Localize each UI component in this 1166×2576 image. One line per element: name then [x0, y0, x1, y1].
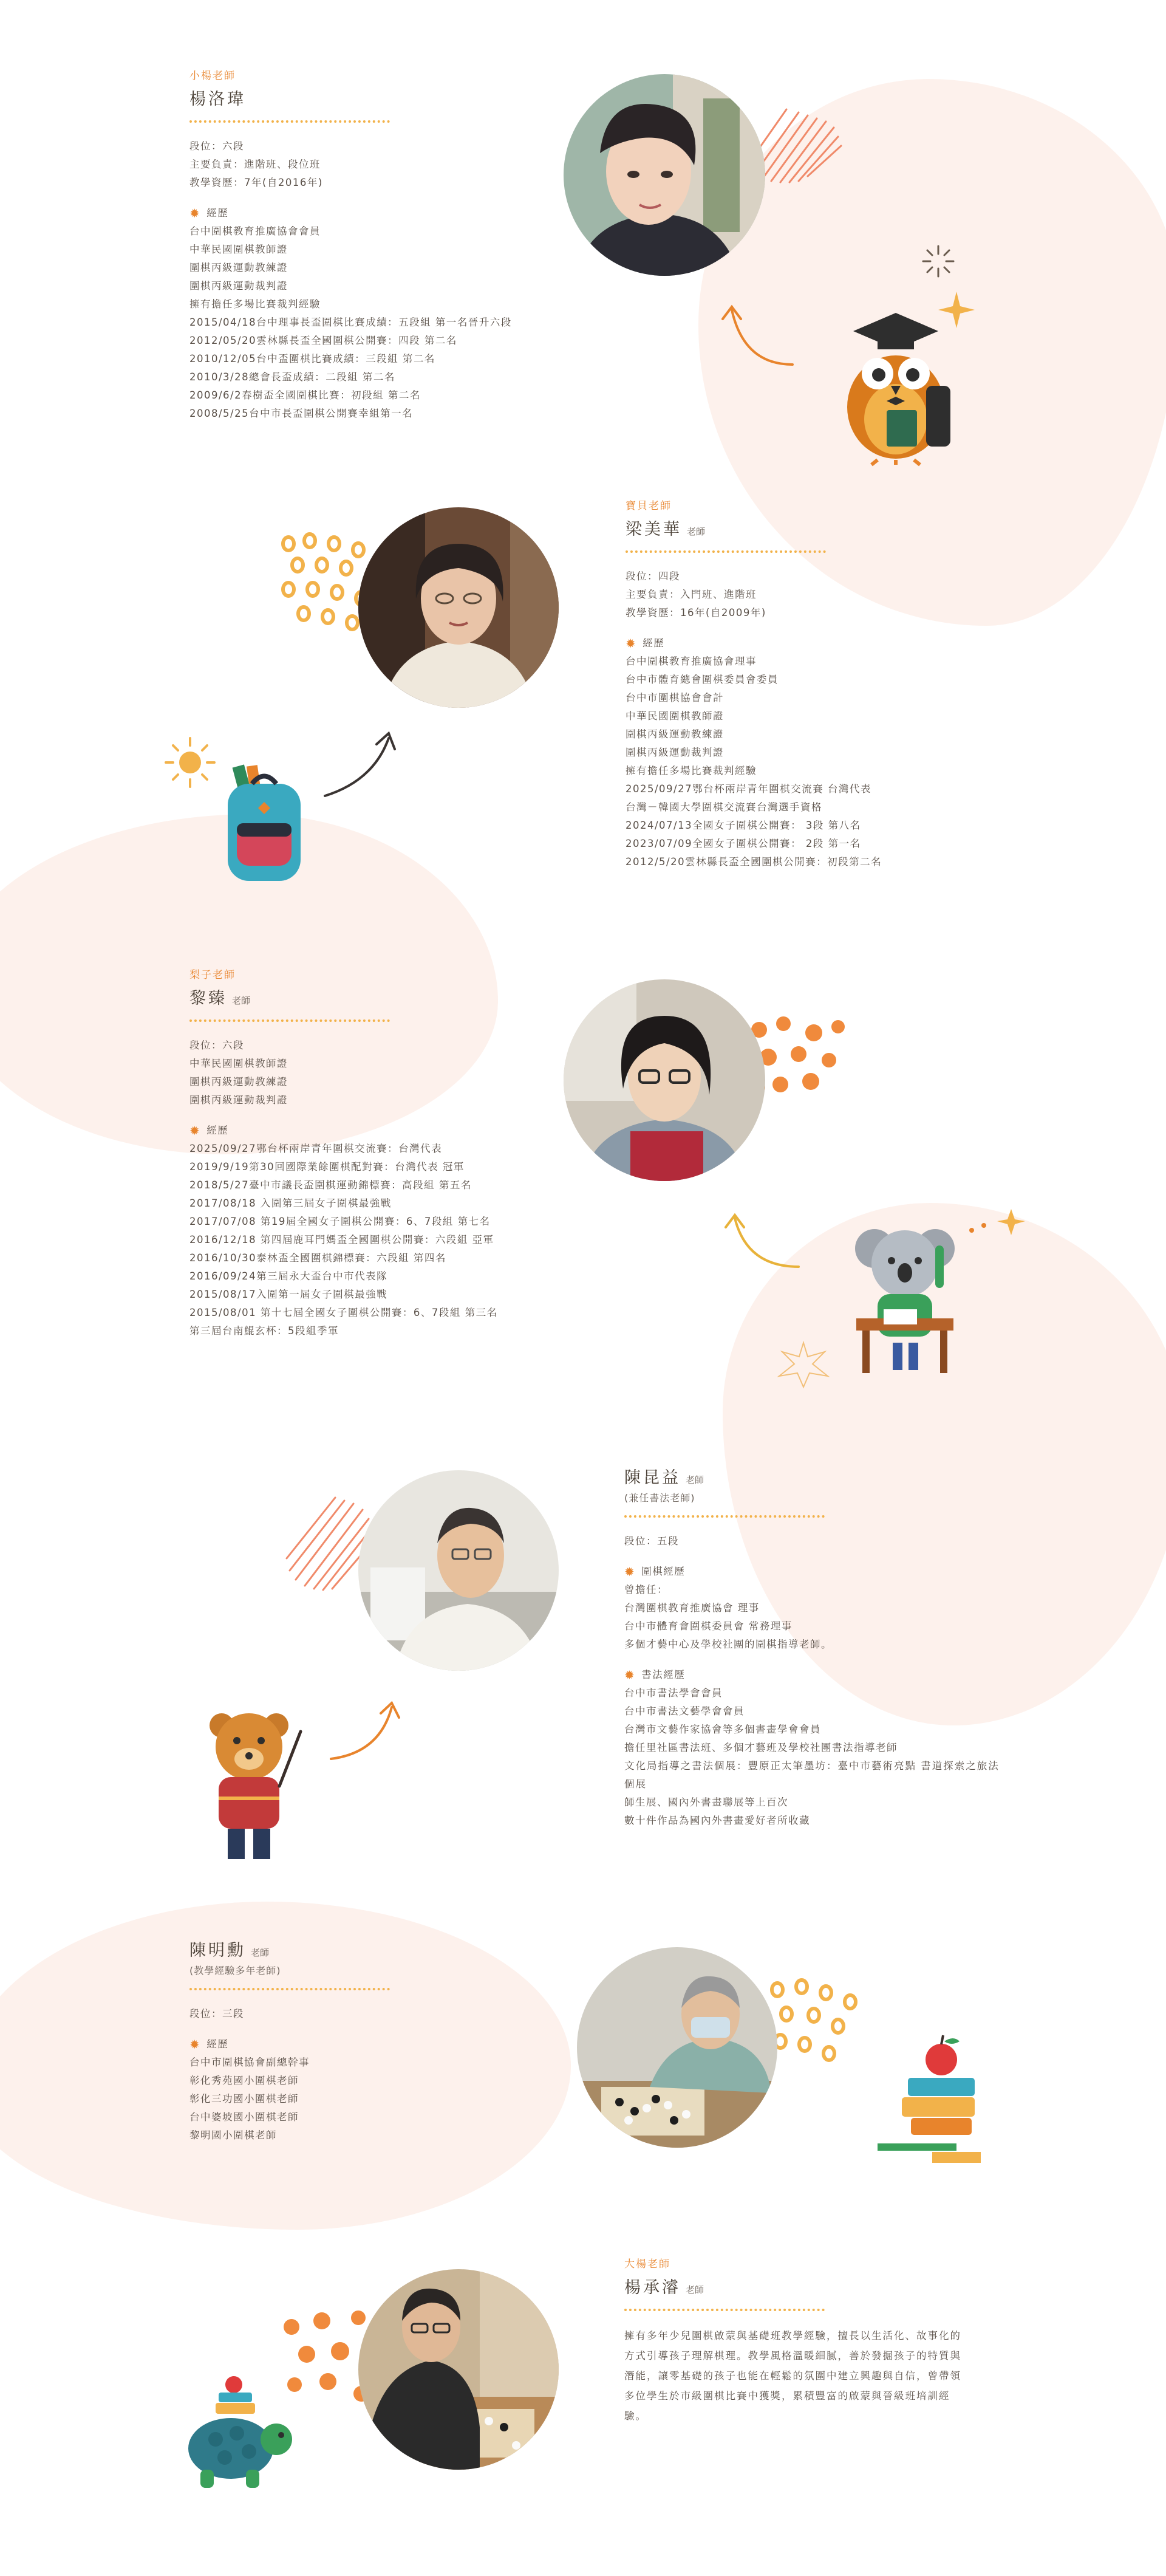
teacher-photo-liang-meihua: [358, 507, 559, 708]
teacher-intro-paragraph: 擁有多年少兒圍棋啟蒙與基礎班教學經驗，擅長以生活化、故事化的方式引導孩子理解棋理。教學風格溫暖細膩，善於發掘孩子的特質與潛能，讓零基礎的孩子也能在輕鬆的氛圍中建立興趣與自信，曾帶領多位學生於市級圍棋比賽中獲獎，累積豐富的啟蒙與晉級班培訓經驗。: [624, 2330, 961, 2422]
calligraphy-item: 台中市書法學會會員: [624, 1687, 723, 1699]
experience-item: 擁有擔任多場比賽裁判經驗: [189, 298, 321, 310]
calligraphy-heading: 書法經歷: [641, 1669, 686, 1680]
turtle-icon: [173, 2369, 295, 2491]
arrow-icon: [720, 298, 799, 371]
info-line: 段位：六段: [189, 1040, 244, 1051]
info-line: 段位：五段: [624, 1535, 679, 1547]
experience-item: 2025/09/27鄂台杯兩岸青年圍棋交流賽：台灣代表: [189, 1143, 443, 1154]
experience-item: 台中婆坡國小圍棋老師: [189, 2111, 299, 2123]
teacher-suffix: 老師: [686, 1475, 704, 1485]
experience-item: 圍棋丙級運動裁判證: [189, 280, 288, 292]
teacher-section-li-zhen: [189, 966, 498, 1340]
teacher-name: 陳昆益: [624, 1468, 681, 1487]
teacher-name: 楊承濬: [624, 2278, 681, 2297]
sparkle-icon: [917, 243, 960, 279]
backpack-icon: [219, 766, 310, 887]
experience-item: 圍棋丙級運動教練證: [189, 262, 288, 273]
experience-item: 2008/5/25台中市長盃圍棋公開賽幸組第一名: [189, 408, 414, 419]
asterisk-icon: ✹: [189, 1123, 201, 1138]
info-line: 圍棋丙級運動教練證: [189, 1076, 288, 1088]
teacher-name: 楊洛瑋: [189, 90, 246, 109]
experience-item: 2010/12/05台中盃圍棋比賽成績：三段組 第二名: [189, 353, 435, 365]
sparkle-icon: [966, 1206, 1032, 1242]
teacher-section-chen-minghsun: [189, 1937, 390, 2145]
dotted-divider: [624, 1515, 825, 1518]
teacher-section-yang-chengjun: [624, 2255, 964, 2426]
experience-item: 台中圍棋教育推廣協會會員: [189, 225, 321, 237]
experience-item: 2015/08/01 第十七屆全國女子圍棋公開賽：6、7段組 第三名: [189, 1307, 498, 1318]
teacher-section-liang-meihua: [626, 497, 882, 871]
teacher-nickname: 寶貝老師: [626, 500, 672, 512]
experience-item: 2012/5/20雲林縣長盃全國圍棋公開賽：初段第二名: [626, 856, 882, 868]
teacher-suffix: 老師: [251, 1947, 270, 1958]
experience-heading: 經歷: [206, 1125, 229, 1136]
experience-item: 多個才藝中心及學校社團的圍棋指導老師。: [624, 1639, 832, 1650]
experience-item: 台中市圍棋協會會計: [626, 692, 724, 704]
leaf-ring-cluster-icon: [765, 1978, 862, 2069]
experience-item: 2012/05/20雲林縣長盃全國圍棋公開賽：四段 第二名: [189, 335, 457, 346]
teacher-photo-yang-chengjun: [358, 2269, 559, 2470]
teacher-name: 黎臻: [189, 989, 227, 1008]
arrow-icon: [723, 1206, 802, 1273]
experience-item: 2019/9/19第30回國際業餘圍棋配對賽：台灣代表 冠軍: [189, 1161, 465, 1173]
info-line: 主要負責：入門班、進階班: [626, 589, 757, 600]
experience-item: 2017/07/08 第19屆全國女子圍棋公開賽：6、7段組 第七名: [189, 1216, 491, 1227]
calligraphy-item: 文化局指導之書法個展：豐原正太筆墨坊：臺中市藝術亮點 書道探索之旅法個展: [624, 1760, 1000, 1790]
teacher-photo-chen-minghsun: [577, 1947, 777, 2148]
experience-heading: 經歷: [206, 207, 229, 219]
teacher-photo-yang-luowei: [564, 74, 765, 276]
info-line: 圍棋丙級運動裁判證: [189, 1094, 288, 1106]
asterisk-icon: ✹: [189, 206, 201, 221]
arrow-icon: [319, 726, 398, 799]
experience-heading: 經歷: [643, 637, 665, 649]
experience-item: 彰化三功國小圍棋老師: [189, 2093, 299, 2105]
experience-item: 中華民國圍棋教師證: [626, 710, 724, 722]
info-line: 段位：三段: [189, 2008, 244, 2019]
experience-item: 2016/12/18 第四屆鹿耳門媽盃全國圍棋公開賽：六段組 亞軍: [189, 1234, 494, 1245]
teacher-section-chen-kunyi: [624, 1464, 1001, 1830]
dotted-divider: [189, 1019, 390, 1022]
experience-item: 彰化秀苑國小圍棋老師: [189, 2075, 299, 2086]
experience-item: 黎明國小圍棋老師: [189, 2129, 277, 2141]
teacher-nickname: 小楊老師: [189, 70, 236, 82]
teacher-name: 梁美華: [626, 520, 682, 539]
teacher-suffix: 老師: [232, 995, 251, 1006]
calligraphy-item: 台灣市文藝作家協會等多個書畫學會會員: [624, 1724, 821, 1735]
owl-graduate-icon: [835, 301, 956, 465]
calligraphy-item: 台中市書法文藝學會會員: [624, 1705, 745, 1717]
calligraphy-item: 師生展、國內外書畫聯展等上百次: [624, 1797, 788, 1808]
experience-item: 2023/07/09全國女子圍棋公開賽： 2段 第一名: [626, 838, 861, 849]
teacher-name: 陳明勳: [189, 1941, 246, 1960]
dotted-divider: [189, 120, 390, 123]
teacher-subtitle: (兼任書法老師): [624, 1492, 695, 1504]
experience-item: 台中市圍棋協會副總幹事: [189, 2057, 310, 2068]
calligraphy-item: 數十件作品為國內外書畫愛好者所收藏: [624, 1815, 810, 1826]
teacher-subtitle: (教學經驗多年老師): [189, 1965, 281, 1976]
teacher-section-yang-luowei: [189, 67, 512, 423]
experience-item: 2010/3/28總會長盃成績：二段組 第二名: [189, 371, 395, 383]
experience-item: 2024/07/13全國女子圍棋公開賽： 3段 第八名: [626, 820, 861, 831]
info-line: 主要負責：進階班、段位班: [189, 159, 321, 170]
experience-item: 台中市體育會圍棋委員會 常務理事: [624, 1620, 793, 1632]
info-line: 教學資歷：16年(自2009年): [626, 607, 766, 618]
experience-item: 曾擔任：: [624, 1584, 668, 1595]
info-line: 教學資歷：7年(自2016年): [189, 177, 323, 188]
experience-item: 2025/09/27鄂台杯兩岸青年圍棋交流賽 台灣代表: [626, 783, 871, 795]
experience-item: 台中圍棋教育推廣協會理事: [626, 656, 757, 667]
koala-student-icon: [850, 1221, 960, 1379]
sun-icon: [163, 735, 217, 790]
asterisk-icon: ✹: [624, 1668, 636, 1682]
teacher-suffix: 老師: [686, 2284, 704, 2295]
experience-item: 圍棋丙級運動教練證: [626, 728, 724, 740]
calligraphy-item: 擔任里社區書法班、多個才藝班及學校社團書法指導老師: [624, 1742, 898, 1753]
asterisk-icon: ✹: [189, 2037, 201, 2052]
teacher-photo-chen-kunyi: [358, 1470, 559, 1671]
experience-item: 2018/5/27臺中市議長盃圍棋運動錦標賽：高段組 第五名: [189, 1179, 472, 1191]
teacher-nickname: 梨子老師: [189, 969, 236, 981]
asterisk-icon: ✹: [624, 1564, 636, 1579]
dotted-divider: [624, 2309, 825, 2311]
experience-item: 台中市體育總會圍棋委員會委員: [626, 674, 779, 685]
asterisk-icon: ✹: [626, 636, 637, 651]
experience-heading: 經歷: [206, 2038, 229, 2050]
bear-teacher-icon: [200, 1707, 304, 1865]
experience-item: 2016/09/24第三屆永大盃台中市代表隊: [189, 1270, 388, 1282]
experience-item: 第三屆台南鯤玄杯：5段組季軍: [189, 1325, 339, 1337]
teacher-nickname: 大楊老師: [624, 2258, 670, 2270]
teacher-suffix: 老師: [687, 526, 706, 537]
books-apple-icon: [878, 2041, 987, 2169]
info-line: 段位：四段: [626, 570, 680, 582]
experience-item: 2016/10/30泰林盃全國圍棋錦標賽：六段組 第四名: [189, 1252, 446, 1264]
experience-item: 2015/08/17入圍第一屆女子圍棋最強戰: [189, 1289, 388, 1300]
arrow-icon: [325, 1698, 404, 1765]
experience-item: 中華民國圍棋教師證: [189, 244, 288, 255]
info-line: 中華民國圍棋教師證: [189, 1058, 288, 1069]
dotted-divider: [626, 550, 826, 553]
dotted-divider: [189, 1988, 390, 1990]
experience-item: 2017/08/18 入圍第三屆女子圍棋最強戰: [189, 1197, 392, 1209]
experience-item: 圍棋丙級運動裁判證: [626, 747, 724, 758]
experience-item: 2015/04/18台中理事長盃圍棋比賽成績：五段組 第一名晉升六段: [189, 317, 512, 328]
go-experience-heading: 圍棋經歷: [641, 1566, 686, 1577]
experience-item: 2009/6/2春樹盃全國圍棋比賽：初段組 第二名: [189, 389, 421, 401]
experience-item: 台灣－韓國大學圍棋交流賽台灣選手資格: [626, 801, 822, 813]
info-line: 段位：六段: [189, 140, 244, 152]
burst-outline-icon: [776, 1340, 831, 1388]
teacher-photo-li-zhen: [564, 979, 765, 1181]
experience-item: 擁有擔任多場比賽裁判經驗: [626, 765, 757, 776]
experience-item: 台灣圍棋教育推廣協會 理事: [624, 1602, 760, 1614]
